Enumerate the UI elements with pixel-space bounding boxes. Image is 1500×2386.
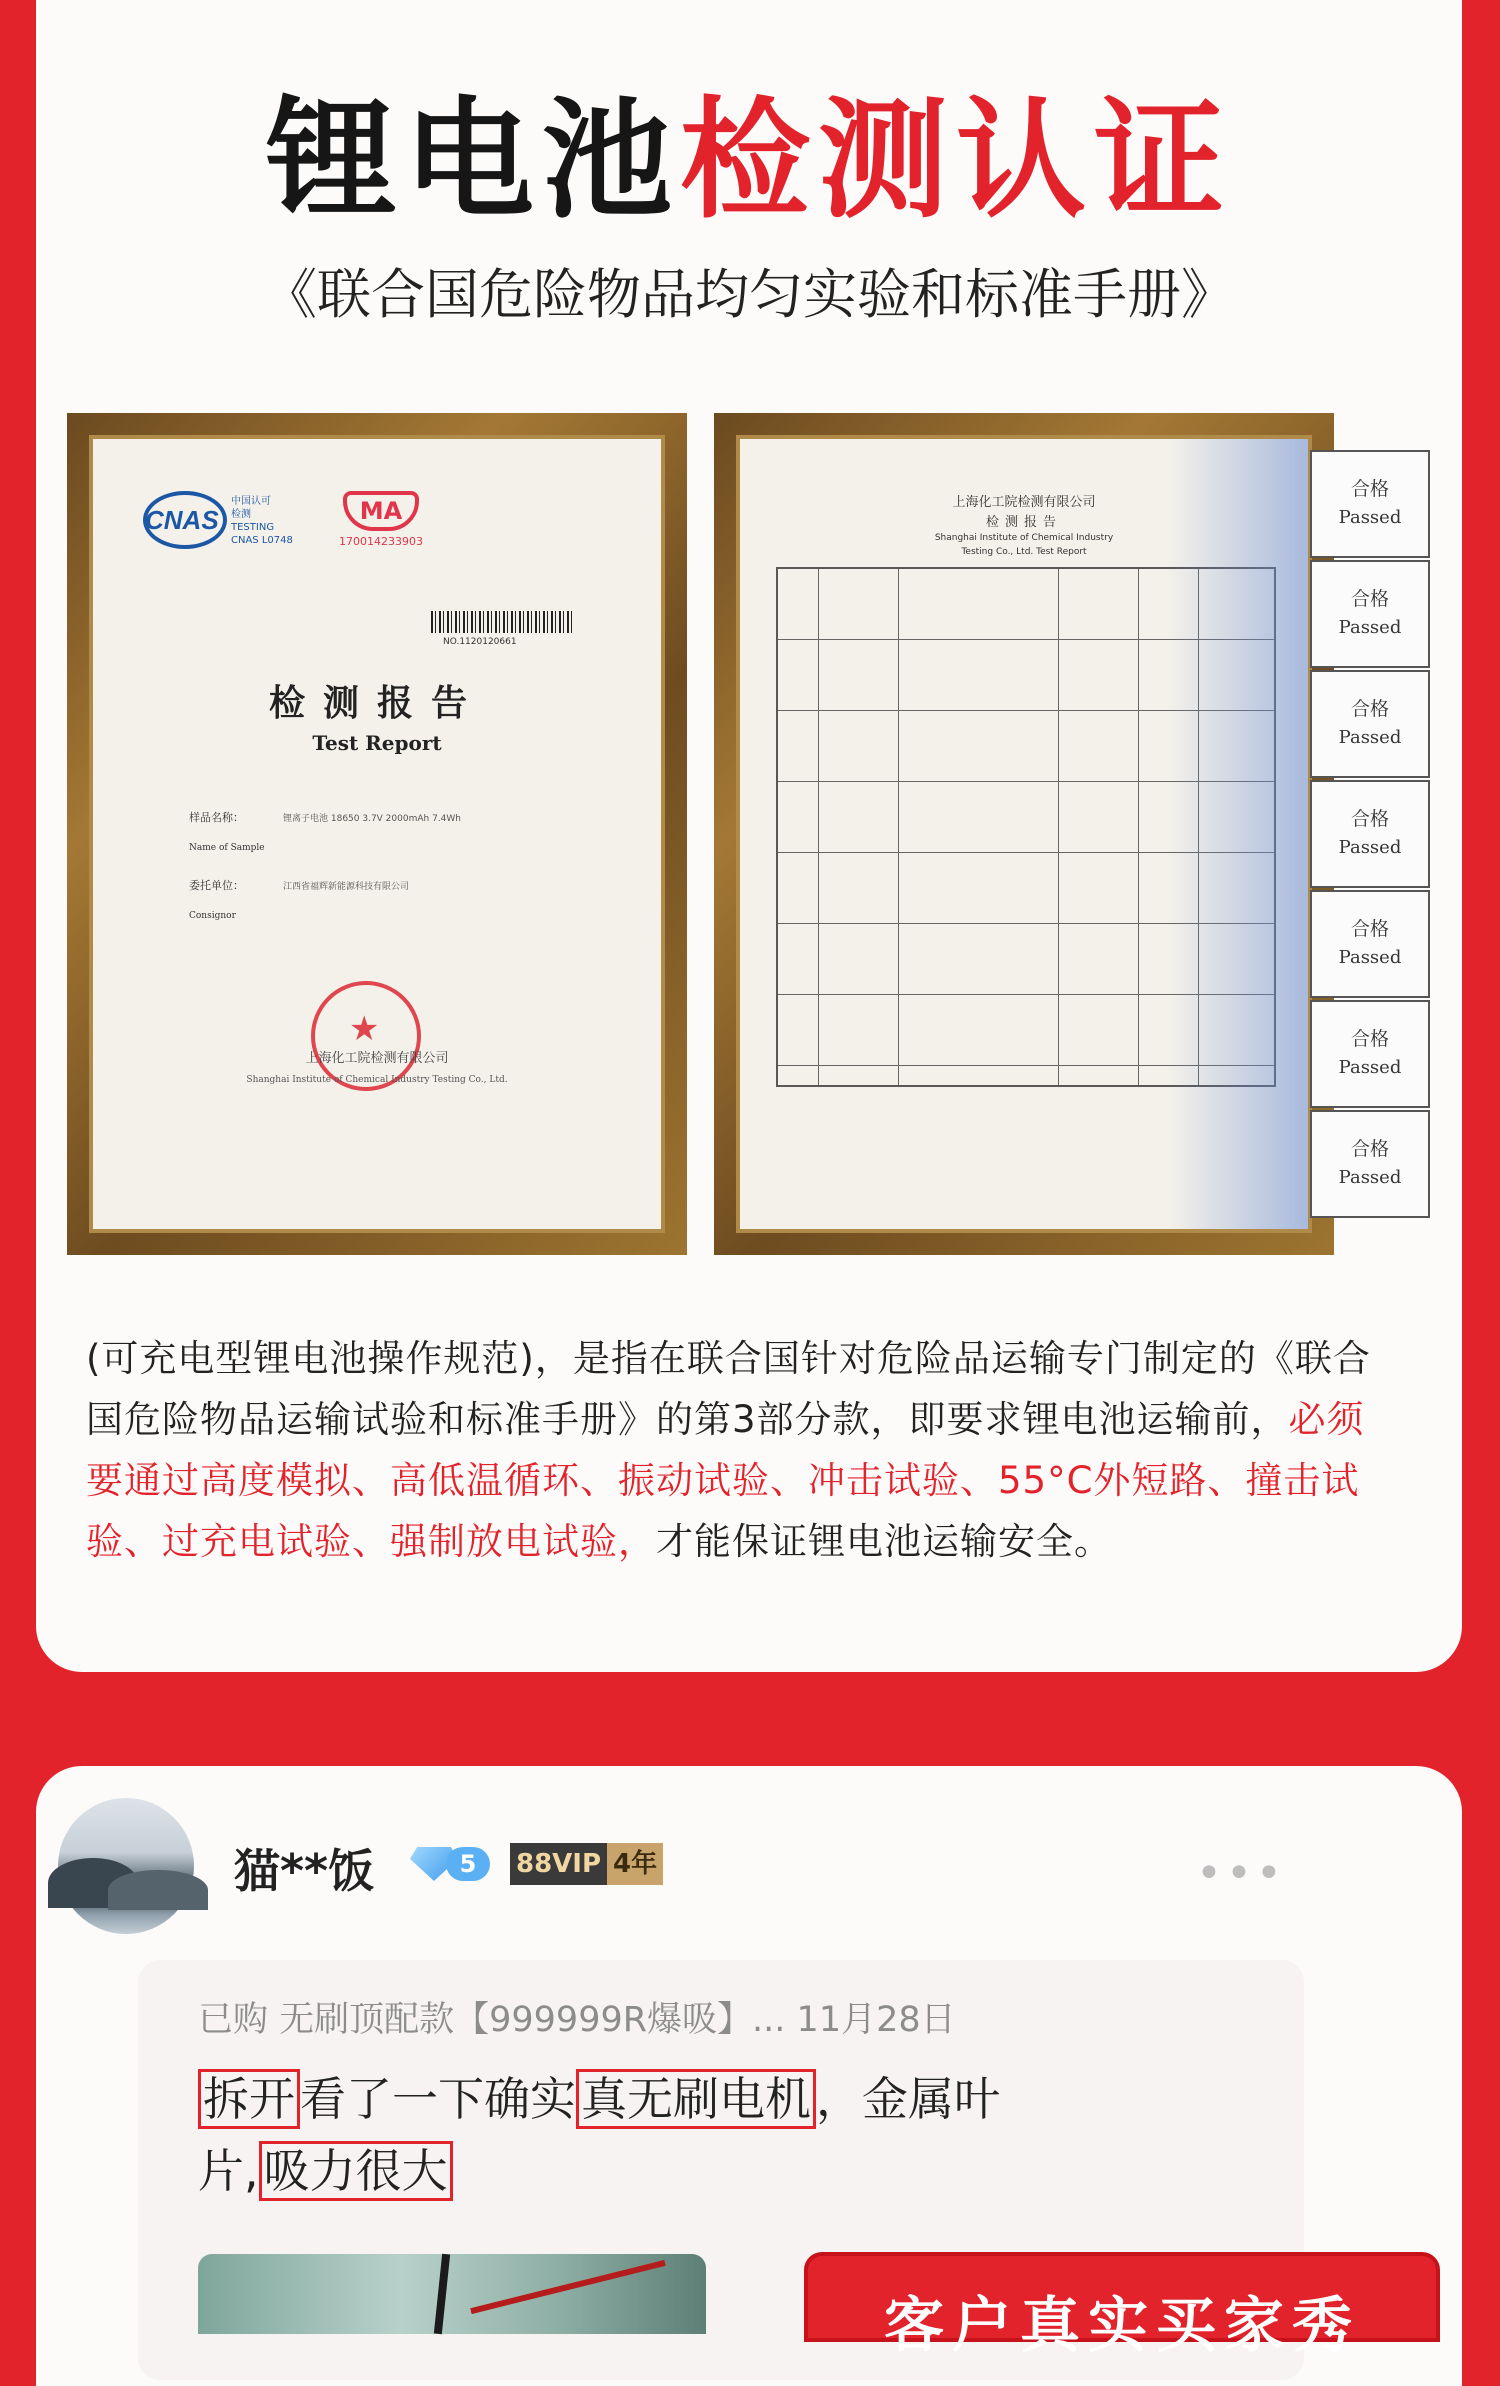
passed-badge: 合格 Passed <box>1310 890 1430 998</box>
review-text: 拆开 看了一下确实 真无刷电机 ，金属叶片, 吸力很大 <box>198 2063 1018 2207</box>
passed-badge: 合格 Passed <box>1310 1000 1430 1108</box>
highlight-box: 真无刷电机 <box>576 2069 816 2129</box>
results-head-en2: Testing Co., Ltd. Test Report <box>961 547 1087 557</box>
field-client-en: Consignor <box>189 911 236 921</box>
field-sample-en: Name of Sample <box>189 843 265 853</box>
test-results-page <box>736 435 1312 1233</box>
buyer-show-badge <box>804 2252 1440 2361</box>
passed-badge: 合格 Passed <box>1310 560 1430 668</box>
results-head-en1: Shanghai Institute of Chemical Industry <box>934 533 1114 543</box>
certificate-frame-left <box>67 413 687 1255</box>
avatar[interactable] <box>58 1798 194 1934</box>
doc-number: NO.1120120661 <box>443 637 517 647</box>
field-client-value: 江西省福辉新能源科技有限公司 <box>283 882 410 892</box>
buyer-show-label: 客户真实买家秀 <box>884 2291 1360 2361</box>
report-title-cn: 检测报告 <box>268 682 485 724</box>
description-part1: (可充电型锂电池操作规范)，是指在联合国针对危险品运输专门制定的《联合国危险物品运输试验和标准手册》的第3部分款，即要求锂电池运输前， <box>86 1337 1371 1441</box>
passed-badge: 合格 Passed <box>1310 1110 1430 1218</box>
certificate-logos <box>143 491 429 553</box>
highlight-box: 拆开 <box>198 2069 300 2129</box>
passed-badge: 合格 Passed <box>1310 670 1430 778</box>
level-number: 5 <box>446 1847 490 1881</box>
page-subtitle: 《联合国危险物品均匀实验和标准手册》 <box>263 263 1235 326</box>
more-options-icon[interactable]: ••• <box>1196 1848 1286 1899</box>
cnas-logo-icon: CNAS 中国认可 检测 TESTING CNAS L0748 <box>143 491 313 553</box>
barcode-icon <box>431 611 575 633</box>
diamond-level-icon <box>410 1843 492 1885</box>
description-part3: 才能保证锂电池运输安全。 <box>656 1520 1112 1563</box>
reviewer-name[interactable]: 猫**饭 <box>234 1844 375 1898</box>
purchase-info[interactable]: 已购 无刷顶配款【999999R爆吸】... 11月28日 <box>198 2000 956 2040</box>
vip-label: 88VIP <box>510 1843 607 1885</box>
highlight-shade <box>1168 439 1308 1229</box>
description-highlight: 必须要通过高度模拟、高低温循环、振动试验、冲击试验、55°C外短路、撞击试验、过充电试验、强制放电试验， <box>86 1398 1365 1563</box>
description-paragraph <box>86 1328 1386 1572</box>
passed-badges <box>1310 450 1430 1218</box>
review-photo[interactable] <box>198 2254 706 2334</box>
field-sample-label: 样品名称： <box>189 811 244 824</box>
page-title <box>36 84 1462 236</box>
highlight-box: 吸力很大 <box>259 2141 453 2201</box>
issuer-name-cn: 上海化工院检测有限公司 <box>305 1051 449 1066</box>
results-head-title: 检测报告 <box>985 515 1062 530</box>
vip-years: 4年 <box>607 1843 663 1885</box>
field-sample-value: 锂离子电池 18650 3.7V 2000mAh 7.4Wh <box>283 814 461 824</box>
title-black: 锂电池 <box>265 84 680 236</box>
passed-badge: 合格 Passed <box>1310 450 1430 558</box>
results-head-org: 上海化工院检测有限公司 <box>952 495 1096 510</box>
cma-logo-icon: MA 170014233903 <box>339 491 429 553</box>
title-red: 检测认证 <box>680 84 1233 236</box>
field-client-label: 委托单位： <box>189 879 244 892</box>
cnas-small-text: 中国认可 检测 TESTING CNAS L0748 <box>231 496 293 546</box>
vip-badge <box>510 1843 663 1885</box>
passed-badge: 合格 Passed <box>1310 780 1430 888</box>
issuer-name-en: Shanghai Institute of Chemical Industry Testing Co., Ltd. <box>246 1075 508 1085</box>
test-report-cover <box>89 435 665 1233</box>
certificate-frame-right <box>714 413 1334 1255</box>
report-title-en: Test Report <box>312 731 442 755</box>
